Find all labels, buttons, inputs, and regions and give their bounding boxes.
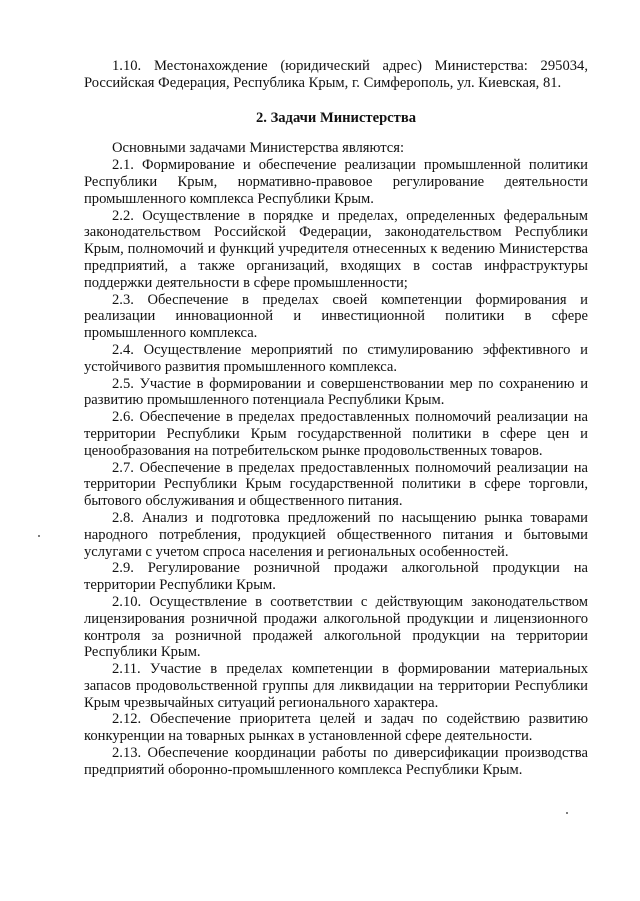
section-heading: 2. Задачи Министерства: [255, 109, 417, 126]
task-paragraph-2-6: 2.6. Обеспечение в пределах предоставленных полномочий реализации на территории Республики Крым государственной политики в сфере цен и ценообразования на потребительском рынке продовольственных товаров.: [84, 409, 588, 459]
location-paragraph: 1.10. Местонахождение (юридический адрес) Министерства: 295034, Российская Федерация, Республика Крым, г. Симферополь, ул. Киевская, 81.: [84, 58, 588, 91]
task-paragraph-2-4: 2.4. Осуществление мероприятий по стимулированию эффективного и устойчивого развития промышленного комплекса.: [84, 341, 588, 375]
task-paragraph-2-5: 2.5. Участие в формировании и совершенствовании мер по сохранению и развитию промышленного потенциала Республики Крым.: [84, 375, 588, 409]
scan-speck: [38, 535, 40, 537]
tasks-list: [84, 157, 588, 778]
task-paragraph-2-7: 2.7. Обеспечение в пределах предоставленных полномочий реализации на территории Республики Крым государственной политики в сфере торговли, бытового обслуживания и общественного питания.: [84, 459, 588, 510]
scan-speck: [566, 812, 568, 814]
task-paragraph-2-11: 2.11. Участие в пределах компетенции в формировании материальных запасов продовольственной группы для ликвидации на территории Республики Крым чрезвычайных ситуаций регионального характера.: [84, 661, 588, 711]
task-paragraph-2-9: 2.9. Регулирование розничной продажи алкогольной продукции на территории Республики Крым.: [84, 560, 588, 594]
task-paragraph-2-13: 2.13. Обеспечение координации работы по диверсификации производства предприятий оборонно-промышленного комплекса Республики Крым.: [84, 745, 588, 778]
task-paragraph-2-8: 2.8. Анализ и подготовка предложений по насыщению рынка товарами народного потребления, продукцией общественного питания и бытовыми услугами с учетом спроса населения и региональных особенностей.: [84, 509, 588, 560]
document-page: [84, 58, 588, 779]
intro-paragraph: Основными задачами Министерства являются:: [112, 140, 405, 157]
task-paragraph-2-1: 2.1. Формирование и обеспечение реализации промышленной политики Республики Крым, нормативно-правовое регулирование деятельности промышленного комплекса Республики Крым.: [84, 157, 588, 207]
task-paragraph-2-2: 2.2. Осуществление в порядке и пределах, определенных федеральным законодательством Российской Федерации, законодательством Республики Крым, полномочий и функций учредителя отнесенных к ведению Министерства предприятий, а также организаций, входящих в состав инфраструктуры поддержки деятельности в сфере промышленности;: [84, 207, 588, 291]
task-paragraph-2-3: 2.3. Обеспечение в пределах своей компетенции формирования и реализации инновационной и инвестиционной политики в сфере промышленного комплекса.: [84, 291, 588, 342]
task-paragraph-2-10: 2.10. Осуществление в соответствии с действующим законодательством лицензирования розничной продажи алкогольной продукции и лицензионного контроля за розничной продажей алкогольной продукции на территории Республики Крым.: [84, 593, 588, 661]
task-paragraph-2-12: 2.12. Обеспечение приоритета целей и задач по содействию развитию конкуренции на товарных рынках в установленной сфере деятельности.: [84, 711, 588, 745]
